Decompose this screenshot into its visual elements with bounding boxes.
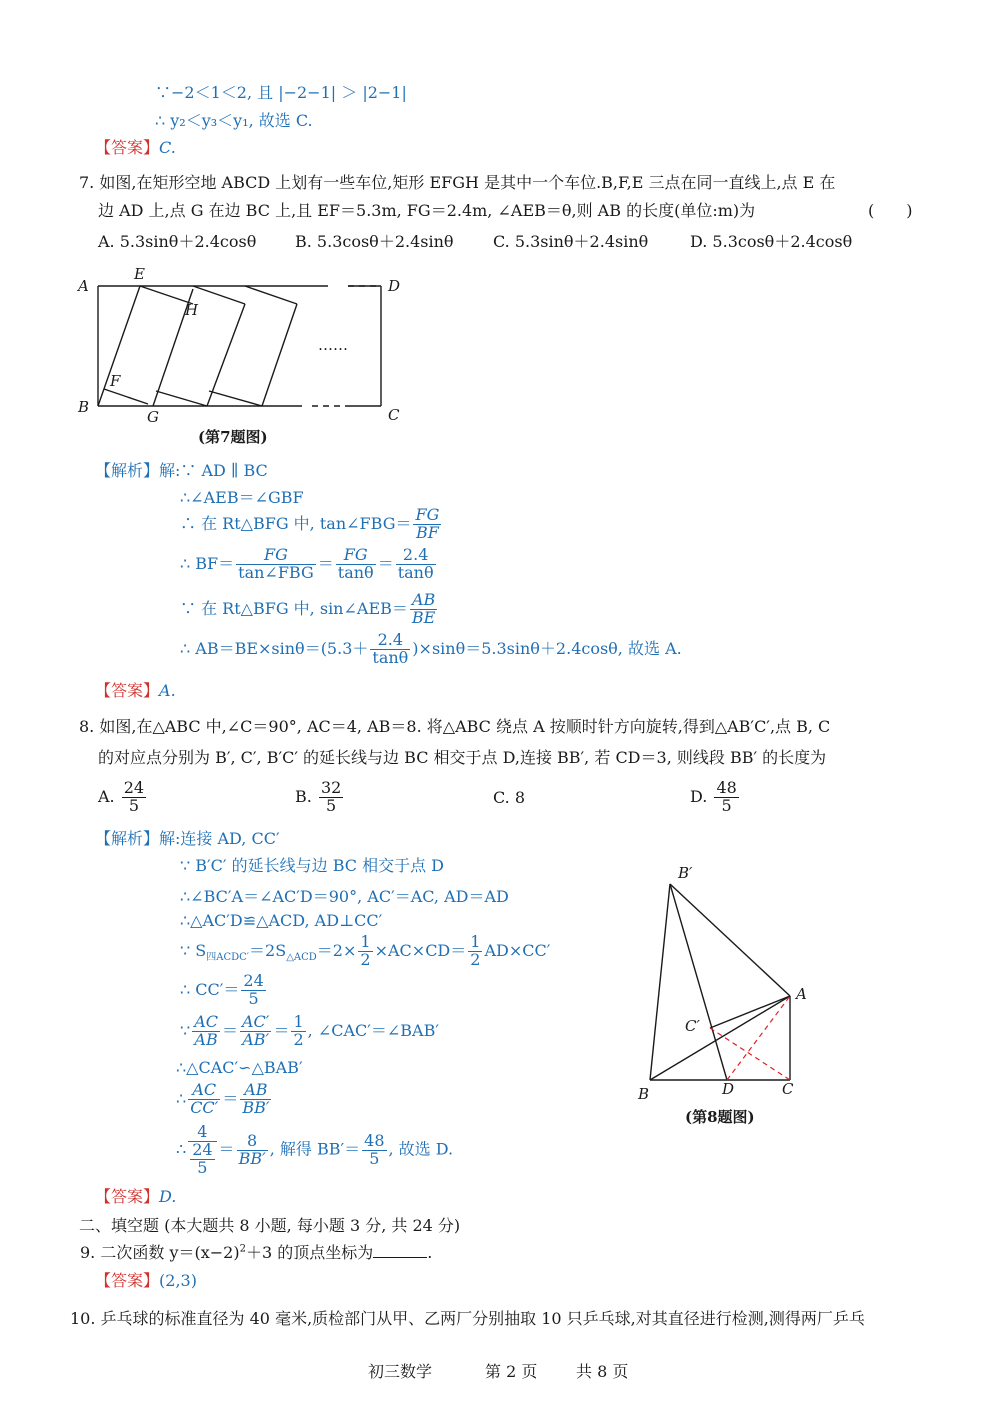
answer-value: A. <box>159 681 176 700</box>
q8-sol-line-10: ∴ $\frac{4}{\frac{24}{5}}$ ＝ $\frac{8}{BB'}$ , 解得 BB′＝ $\frac{48}{5}$ , 故选 D. <box>176 1122 454 1177</box>
q9-answer <box>95 1268 197 1291</box>
q8-sol-line-9: ∴ $\frac{AC}{CC'}$ ＝ $\frac{AB}{BB'}$ <box>176 1080 270 1117</box>
q7-sol-line-4: ∴ BF＝ $\frac{FG}{\text{tan∠FBG}}$ ＝ $\frac{FG}{\tan\theta}$ ＝ $\frac{2.4}{\tan\theta}$ <box>180 545 434 582</box>
top-answer <box>95 135 176 158</box>
answer-value: C. <box>159 138 176 157</box>
q7-sol-line-2: ∴∠AEB＝∠GBF <box>180 488 304 507</box>
solution-text: 解:∵ AD ∥ BC <box>159 461 268 480</box>
q8-stem-2: 的对应点分别为 B′, C′, B′C′ 的延长线与边 BC 相交于点 D,连接 BB′, 若 CD＝3, 则线段 BB′ 的长度为 <box>98 748 827 767</box>
q8-sol-line-2: ∵ B′C′ 的延长线与边 BC 相交于点 D <box>180 856 445 875</box>
q8-label-cp: C′ <box>685 1017 700 1035</box>
q7-label-c: C <box>388 406 400 424</box>
q7-figure <box>90 270 400 420</box>
top-line-2: ∴ y₂＜y₃＜y₁, 故选 C. <box>155 111 313 130</box>
q7-frac-24-tan-2: $\frac{2.4}{\tan\theta}$ <box>372 630 409 667</box>
q9-stem: 9. 二次函数 $y=(x-2)^2+3$ 的顶点坐标为 . <box>80 1243 433 1262</box>
q7-option-d: D. 5.3cosθ＋2.4cosθ <box>690 232 853 251</box>
answer-tag: 【答案】 <box>95 138 160 157</box>
q8-option-c: C. 8 <box>493 788 526 807</box>
q7-sol-line-3-text: ∴ 在 Rt△BFG 中, tan∠FBG＝ <box>180 513 412 533</box>
q7-label-b: B <box>78 398 90 416</box>
q7-label-g: G <box>147 408 159 426</box>
answer-value: (2,3) <box>159 1271 197 1290</box>
q8-label-bp: B′ <box>678 864 693 882</box>
q7-frac-fg-tanfbg: $\frac{FG}{\text{tan∠FBG}}$ <box>238 545 314 582</box>
q7-label-h: H <box>185 301 199 319</box>
q7-frac-ab-be: $\frac{AB}{BE}$ <box>411 590 436 627</box>
q8-label-c: C <box>782 1080 794 1098</box>
q7-caption: (第7题图) <box>198 428 268 446</box>
answer-tag: 【答案】 <box>95 1271 160 1290</box>
q8-label-b: B <box>638 1085 650 1103</box>
q8-label-d: D <box>722 1080 735 1098</box>
footer-total: 共 8 页 <box>576 1362 629 1381</box>
q8-option-a: A. $\frac{24}{5}$ <box>98 778 145 815</box>
q8-sol-line-4: ∴△AC′D≌△ACD, AD⊥CC′ <box>180 911 383 930</box>
solution-tag: 【解析】 <box>95 829 160 848</box>
answer-value: D. <box>159 1187 177 1206</box>
q7-paren: ( ) <box>868 201 913 220</box>
q7-option-b: B. 5.3cosθ＋2.4sinθ <box>295 232 454 251</box>
q7-sol-line-1 <box>95 458 268 481</box>
q8-option-d: D. $\frac{48}{5}$ <box>690 778 737 815</box>
solution-tag: 【解析】 <box>95 461 160 480</box>
q7-frac-fg-tan: $\frac{FG}{\tan\theta}$ <box>337 545 374 582</box>
q7-sol-line-5-text: ∵ 在 Rt△BFG 中, sin∠AEB＝ <box>180 598 408 618</box>
q7-frac-fg-bf: $\frac{FG}{BF}$ <box>415 505 440 542</box>
q9-blank <box>373 1243 427 1258</box>
q10-stem: 10. 乒乓球的标准直径为 40 毫米,质检部门从甲、乙两厂分别抽取 10 只乒乓球,对其直径进行检测,测得两厂乒乓 <box>70 1309 865 1328</box>
q7-stem-1: 7. 如图,在矩形空地 ABCD 上划有一些车位,矩形 EFGH 是其中一个车位.B,F,E 三点在同一直线上,点 E 在 <box>79 173 836 192</box>
q8-sol-line-3: ∴∠BC′A＝∠AC′D＝90°, AC′＝AC, AD＝AD <box>180 887 509 906</box>
answer-tag: 【答案】 <box>95 1187 160 1206</box>
q8-sol-line-7: ∵ $\frac{AC}{AB}$ ＝ $\frac{AC'}{AB'}$ ＝ $\frac{1}{2}$ , ∠CAC′＝∠BAB′ <box>180 1012 440 1049</box>
q8-sol-line-6: ∴ CC′＝ $\frac{24}{5}$ <box>180 971 264 1008</box>
q7-stem-2: 边 AD 上,点 G 在边 BC 上,且 EF＝5.3m, FG＝2.4m, ∠AEB＝θ,则 AB 的长度(单位:m)为 <box>98 201 756 220</box>
q8-caption: (第8题图) <box>685 1108 755 1126</box>
q8-label-a: A <box>796 985 807 1003</box>
q7-option-a: A. 5.3sinθ＋2.4cosθ <box>98 232 257 251</box>
q8-option-b: B. $\frac{32}{5}$ <box>295 778 342 815</box>
q7-sol-line-4-text: ∴ BF＝ <box>180 553 235 573</box>
q7-label-d: D <box>388 277 401 295</box>
q7-label-dots: …… <box>318 336 348 354</box>
q7-frac-24-tan: $\frac{2.4}{\tan\theta}$ <box>397 545 434 582</box>
q7-sol-line-6-tail: )×sinθ＝5.3sinθ＋2.4cosθ, 故选 A. <box>412 638 682 658</box>
solution-text: 解:连接 AD, CC′ <box>159 829 280 848</box>
q8-sol-line-8: ∴△CAC′∽△BAB′ <box>176 1058 303 1077</box>
q8-figure <box>640 870 810 1090</box>
answer-tag: 【答案】 <box>95 681 160 700</box>
q7-sol-line-6 <box>180 632 682 667</box>
q7-sol-line-3 <box>180 507 443 542</box>
q7-sol-line-6-text: ∴ AB＝BE×sinθ＝(5.3＋ <box>180 638 369 658</box>
footer-page: 第 2 页 <box>485 1362 538 1381</box>
q7-label-e: E <box>134 265 145 283</box>
q7-option-c: C. 5.3sinθ＋2.4sinθ <box>493 232 649 251</box>
q7-label-a: A <box>78 277 89 295</box>
q8-stem-1: 8. 如图,在△ABC 中,∠C＝90°, AC＝4, AB＝8. 将△ABC 绕点 A 按顺时针方向旋转,得到△AB′C′,点 B, C <box>79 717 831 736</box>
section-2-heading: 二、填空题 (本大题共 8 小题, 每小题 3 分, 共 24 分) <box>79 1216 461 1235</box>
top-line-1: ∵−2＜1＜2, 且 |−2−1| ＞ |2−1| <box>155 83 407 102</box>
q7-label-f: F <box>110 372 121 390</box>
q8-sol-line-1 <box>95 826 280 849</box>
q7-sol-line-5 <box>180 592 439 627</box>
q7-answer <box>95 678 176 701</box>
footer-subject: 初三数学 <box>368 1362 433 1381</box>
q8-sol-line-5: ∵ $S_{四ACDC'}=2S_{\triangle ACD}=2\times$ $\frac{1}{2}$ ×AC×CD＝ $\frac{1}{2}$ AD×CC′ <box>180 932 551 969</box>
q8-answer <box>95 1184 176 1207</box>
